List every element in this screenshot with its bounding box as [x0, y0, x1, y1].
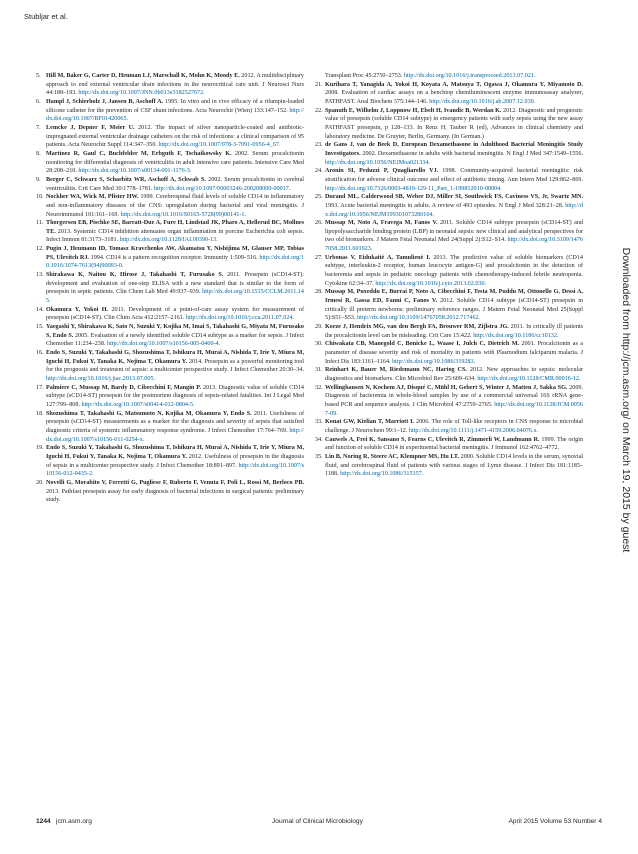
reference-citation: 1995. In vitro and in vivo efficacy of a rifampin-loaded silicone catheter for the prevention of CSF shunt infections. Acta Neurochir (Wien) 133:147–152.: [46, 98, 304, 114]
reference-authors: Novelli G, Morabito V, Ferretti G, Pugliese F, Ruberto F, Venuta F, Poli L, Rossi M, Berloco PB.: [46, 479, 304, 486]
reference-number: 19.: [36, 445, 44, 452]
reference-doi-link[interactable]: http://dx.doi.org/10.1186/cc10132.: [473, 332, 559, 339]
reference-item: [36, 444, 304, 479]
reference-doi-link[interactable]: http://dx.doi.org/10.1007/s00134-001-1176-3.: [78, 168, 192, 175]
reference-citation: 2000. Soluble CD14 levels in the serum, synovial fluid, and cerebrospinal fluid of patients with various stages of Lyme disease. J Infect Dis 181:1185–1188.: [325, 453, 584, 478]
reference-item: [315, 340, 583, 366]
reference-doi-link[interactable]: http://dx.doi.org/10.1086/319283.: [392, 358, 476, 365]
reference-doi-link[interactable]: http://dx.doi.org/10.1128/CMR.00016-12.: [477, 375, 581, 382]
reference-citation: 2013. The predictive value of soluble biomarkers (CD14 subtype, interleukin-2 receptor, human leucocyte antigen-G) and procalcitonin in the detection of bacteremia and sepsis in pediatric oncology patients with chemotherapy-induced febrile neutropenia. Cytokine 62:34–37.: [325, 254, 583, 287]
reference-authors: Berger C, Schwarz S, Schaebitz WR, Aschoff A, Schwab S.: [46, 176, 206, 183]
reference-doi-link[interactable]: http://dx.doi.org/10.1007/978-3-7091-0956-4_67.: [158, 142, 281, 149]
reference-doi-link[interactable]: http://dx.doi.org/10.1007/s10156-011-0254-x.: [46, 427, 304, 443]
reference-column-right: [315, 72, 583, 479]
reference-citation: 2013. Systemic CD14 inhibition attenuates organ inflammation in porcine Escherichia coli sepsis. Infect Immun 81:3173–3181.: [46, 228, 304, 244]
reference-citation: 2013. Pathfast presepsin assay for early diagnosis of bacterial infections in surgical patients: preliminary study.: [46, 488, 304, 504]
reference-item: [36, 98, 304, 124]
reference-doi-link[interactable]: http://dx.doi.org/10.7326/0003-4819-129-11_Part_1-199812010-00004.: [325, 185, 502, 192]
reference-authors: Endo S, Suzuki Y, Takahashi G, Shozushima T, Ishikura H, Murai A, Nishida T, Irie Y, Miura M, Iguchi H, Fukui Y, Tanaka K, Nojima T, Okamura Y.: [46, 445, 304, 460]
reference-number: 13.: [36, 272, 44, 279]
reference-number: 7.: [36, 124, 41, 131]
reference-doi-link[interactable]: http://dx.doi.org/10.1016/j.cyto.2013.02.030.: [375, 280, 487, 287]
reference-citation: 2011. Usefulness of presepsin (sCD14-ST) measurements as a marker for the diagnosis and severity of sepsis that satisfied diagnostic criteria of systemic inflammatory response syndrome. J Infect Chemother 17:764–769.: [46, 410, 304, 434]
reference-number: 11.: [36, 220, 44, 227]
reference-number: 28.: [315, 289, 323, 296]
reference-item: [315, 193, 583, 219]
reference-authors: Reinhart K, Bauer M, Riedemann NC, Hartog CS.: [325, 367, 467, 374]
reference-authors: Lemcke J, Depner F, Meier U.: [46, 124, 135, 131]
reference-authors: Nockher WA, Wick M, Pfister HW.: [46, 194, 139, 201]
reference-number: 20.: [36, 479, 44, 486]
reference-item: [36, 193, 304, 219]
reference-authors: Shirakawa K, Naitou K, Hirose J, Takahashi T, Furusako S.: [46, 272, 224, 279]
reference-item: [315, 141, 583, 167]
reference-doi-link[interactable]: http://dx.doi.org/10.1056/NEJMoa021334.: [325, 159, 430, 166]
reference-number: 21.: [315, 81, 323, 88]
reference-doi-link[interactable]: http://dx.doi.org/10.1097/00003246-200208000-00017.: [153, 185, 291, 192]
running-head: Stubljar et al.: [24, 12, 68, 21]
reference-citation: 2011. In critically ill patients the procalcitonin level can be misleading. Crit Care 15:422.: [325, 324, 584, 339]
reference-citation: 1999. Cerebrospinal fluid levels of soluble CD14 in inflammatory and non-inflammatory diseases of the CNS: upregulation during bacterial and viral meningitis. J Neuroimmunol 101:161–169.: [46, 194, 304, 218]
reference-doi-link[interactable]: http://dx.doi.org/10.1097/JNN.0b013e3182527672.: [78, 90, 205, 97]
reference-number: 22.: [315, 107, 323, 114]
reference-doi-link[interactable]: http://dx.doi.org/10.1056/NEJM199301073280104.: [325, 202, 583, 218]
reference-doi-link[interactable]: http://dx.doi.org/10.1128/IAI.00390-13.: [119, 237, 218, 244]
reference-number: 23.: [315, 142, 323, 149]
issue-info: April 2015 Volume 53 Number 4: [508, 818, 602, 825]
reference-citation: 2002. Serum procalcitonin in cerebral ventriculitis. Crit Care Med 30:1778–1781.: [46, 176, 304, 192]
journal-site-link[interactable]: jcm.asm.org: [56, 818, 92, 825]
reference-number: 34.: [315, 436, 323, 443]
reference-number: 5.: [36, 73, 41, 79]
reference-citation: 2001. Procalcitonin as a parameter of disease severity and risk of mortality in patients with Plasmodium falciparum malaria. J Infect Dis 183:1161–1164.: [325, 341, 583, 365]
reference-citation: 2012. Soluble CD14 subtype (sCD14-ST) presepsin in critically ill preterm newborns: preliminary reference ranges. J Matern Fetal Neonatal Med 25(Suppl 5):S51–S53.: [325, 298, 583, 322]
reference-doi-link[interactable]: http://dx.doi.org/10.1016/j.transproceed.2013.07.021.: [403, 73, 536, 79]
reference-number: 25.: [315, 194, 323, 201]
reference-citation: 2012. The impact of silver nanoparticle-coated and antibiotic-impregnated external ventricular drainage catheters on the risk of infections: a clinical comparison of 95 patients. Acta Neurochir Suppl 114:347–350.: [46, 124, 304, 149]
reference-item: [315, 453, 583, 479]
reference-citation: 2002. Serum procalcitonin monitoring for differential diagnosis of ventriculitis in adult intensive care patients. Intensive Care Med 28:208–210.: [46, 150, 304, 175]
reference-authors: Wellinghausen N, Kochem AJ, Disqué C, Mühl H, Gebert S, Winter J, Matten J, Sakka SG.: [325, 384, 568, 391]
reference-item: [315, 288, 583, 323]
reference-item: [36, 219, 304, 245]
reference-authors: Urbonas V, Eidukaitė A, Tamulienė I.: [325, 254, 431, 261]
reference-doi-link[interactable]: http://dx.doi.org/10.1016/j.jiac.2013.07.005.: [46, 375, 156, 382]
reference-item: [36, 323, 304, 349]
page-footer: [36, 818, 602, 830]
reference-authors: Thorgersen EB, Pischke SE, Barratt-Due A, Fure H, Lindstad JK, Pharo A, Hellerud BC, Mollnes TE.: [46, 220, 304, 235]
reference-item: [36, 271, 304, 306]
reference-authors: Durand ML, Calderwood SB, Weber DJ, Miller SI, Southwick FS, Caviness VS, Jr, Swartz MN.: [325, 194, 583, 201]
reference-number: 24.: [315, 168, 323, 175]
reference-authors: Shozushima T, Takahashi G, Matsumoto N, Kojika M, Okamura Y, Endo S.: [46, 410, 252, 417]
reference-citation: 1994. CD14 is a pattern recognition receptor. Immunity 1:509–516.: [88, 254, 258, 261]
reference-citation: 2014. Presepsin as a powerful monitoring tool for the prognosis and treatment of sepsis: a multicenter prospective study. J Infect Chemother 20:30–34.: [46, 358, 304, 374]
reference-authors: Okamura Y, Yokoi H.: [46, 306, 109, 313]
reference-authors: Kurihara T, Yanagida A, Yokoi H, Koyata A, Matsuya T, Ogawa J, Okamura Y, Miyamoto D.: [325, 81, 583, 88]
reference-citation: 2002. Dexamethasone in adults with bacterial meningitis. N Engl J Med 347:1549–1556.: [360, 150, 583, 157]
reference-item: [315, 418, 583, 435]
reference-item: [36, 245, 304, 271]
reference-item: [36, 176, 304, 193]
reference-item: [36, 349, 304, 384]
reference-item: [36, 306, 304, 323]
reference-authors: Cauwels A, Frei K, Sansano S, Fearns C, Ulevitch R, Zimmerli W, Landmann R.: [325, 436, 540, 443]
reference-number: 16.: [36, 350, 44, 356]
reference-number: 33.: [315, 419, 323, 426]
reference-doi-link[interactable]: http://dx.doi.org/10.1007/BF01420065.: [46, 107, 305, 123]
reference-doi-link[interactable]: http://dx.doi.org/10.1016/j.cca.2011.07.024.: [185, 315, 295, 322]
reference-doi-link[interactable]: http://dx.doi.org/10.1016/j.ab.2007.12.030.: [429, 98, 536, 105]
journal-name: Journal of Clinical Microbiology: [272, 818, 363, 825]
reference-item: [315, 436, 583, 453]
reference-citation: 1998. Community-acquired bacterial meningitis: risk stratification for adverse clinical outcome and effect of antibiotic timing. Ann Intern Med 129:862–869.: [325, 168, 583, 183]
reference-item: [36, 124, 304, 150]
reference-authors: de Gans J, van de Beek D, European Dexamethasone in Adulthood Bacterial Meningitis Study Investigators.: [325, 142, 583, 157]
reference-citation: 2011. Soluble CD14 subtype presepsin (sCD14-ST) and lipopolysaccharide binding protein (LBP) in neonatal sepsis: new clinical and analytical perspectives for two old biomarkers. J Matern Fetal Neonatal Med 24(Suppl 2):S12–S14.: [325, 220, 583, 244]
reference-item: [315, 384, 583, 419]
reference-citation: 2005. Evaluation of a newly identified soluble CD14 subtype as a marker for sepsis. J Infect Chemother 11:234–238.: [46, 332, 304, 348]
reference-number: 29.: [315, 324, 323, 331]
reference-item: [36, 150, 304, 176]
reference-authors: Aronin SI, Peduzzi P, Quagliarello VJ.: [325, 168, 439, 175]
reference-number: 18.: [36, 410, 44, 417]
reference-number: 31.: [315, 367, 323, 374]
reference-citation: 1993. Acute bacterial meningitis in adults. A review of 493 episodes. N Engl J Med 328:21–28.: [325, 202, 564, 209]
reference-citation: 2012. Diagnostic and prognostic value of presepsin (soluble CD14 subtype) in emergency patients with early sepsis using the new assay PATHFAST presepsin, p 128–133. In Renz H, Tauber R (ed), Advances in clinical chemistry and laboratory medicine. De Gruyter, Berlin, Germany. (In German.): [325, 107, 583, 140]
reference-citation: 2012. A multidisciplinary approach to end external ventricular drain infections in the neurocritical care unit. J Neurosci Nurs 44:188–193.: [46, 73, 304, 97]
reference-authors: Palmiere C, Mussap M, Bardy D, Cibecchini F, Mangin P.: [46, 384, 202, 391]
reference-authors: Lin B, Noring R, Steere AC, Klempner MS, Hu LT.: [325, 453, 460, 460]
reference-citation: 2011. Development of a point-of-care assay system for measurement of presepsin (sCD14-ST). Clin Chim Acta 412:2157–2161.: [46, 306, 305, 322]
reference-item: [315, 254, 583, 289]
reference-doi-link[interactable]: http://dx.doi.org/10.1007/s00414-012-0804-5.: [81, 401, 195, 408]
reference-doi-link[interactable]: http://dx.doi.org/10.1111/j.1471-4159.2006.04076.x.: [408, 427, 539, 434]
reference-citation: 2012. Usefulness of presepsin in the diagnosis of sepsis in a multicenter prospective study. J Infect Chemother 18:891–897.: [46, 453, 304, 469]
download-notice: Downloaded from http://jcm.asm.org/ on March 19, 2015 by guest: [620, 247, 632, 553]
reference-number: 30.: [315, 341, 323, 348]
reference-doi-link[interactable]: http://dx.doi.org/10.1086/315357.: [340, 471, 424, 478]
reference-authors: Endo S, Suzuki Y, Takahashi G, Shozushima T, Ishikura H, Murai A, Nishida T, Irie Y, Miura M, Iguchi H, Fukui Y, Tanaka K, Nojima T, Okamura Y.: [46, 350, 304, 365]
reference-citation: 1999. The origin and function of soluble CD14 in experimental bacterial meningitis. J Immunol 162:4762–4772.: [325, 436, 584, 452]
reference-authors: Hampl J, Schierholz J, Jansen B, Aschoff A.: [46, 98, 164, 105]
reference-number: 8.: [36, 150, 41, 157]
reference-number: 27.: [315, 254, 323, 261]
reference-authors: Mussap M, Puxeddu E, Burrai P, Noto A, Cibecchini F, Testa M, Puddu M, Ottonello G, Dessì A, Irmesi R, Gassa ED, Fanni C, Fanos V.: [325, 289, 583, 305]
reference-citation: 2008. Evaluation of cardiac assays on a benchtop chemiluminescent enzyme immunoassay analyzer, PATHFAST. Anal Biochem 375:144–146.: [325, 90, 583, 105]
reference-citation: 2012. New approaches to sepsis: molecular diagnostics and biomarkers. Clin Microbiol Rev 25:609–634.: [325, 367, 584, 382]
reference-number: 9.: [36, 176, 41, 183]
page-number: 1244: [36, 818, 51, 825]
reference-number: 15.: [36, 324, 44, 331]
reference-column-left: [36, 72, 304, 505]
reference-citation: 2009. Diagnosis of bacteremia in whole-blood samples by use of a commercial universal 16S rRNA gene-based PCR and sequence analysis. J Clin Microbiol 47:2759–2765.: [325, 384, 584, 408]
reference-number: 12.: [36, 246, 44, 253]
reference-item: [36, 384, 304, 410]
reference-number: 35.: [315, 453, 323, 460]
reference-authors: Yaegashi Y, Shirakawa K, Sato N, Suzuki Y, Kojika M, Imai S, Takahashi G, Miyata M, Furusako S, Endo S.: [46, 324, 304, 339]
reference-item: [36, 479, 304, 505]
reference-doi-link[interactable]: http://dx.doi.org/10.3109/14767058.2012.717462.: [357, 315, 481, 322]
reference-authors: Koeze J, Hendrix MG, van den Bergh FA, Brouwer RM, Zijlstra JG.: [325, 324, 509, 331]
reference-number: 6.: [36, 98, 41, 105]
reference-item: [315, 107, 583, 142]
reference-item: [36, 410, 304, 445]
reference-item: [315, 323, 583, 340]
reference-authors: Chiwakata CB, Manegold C, Bonicke L, Waase I, Julch C, Dietrich M.: [325, 341, 520, 348]
reference-doi-link[interactable]: http://dx.doi.org/10.1007/s10156-005-0400-4.: [107, 341, 221, 348]
reference-doi-link[interactable]: http://dx.doi.org/10.1016/1074-7613(94)90093-0.: [46, 254, 304, 270]
reference-doi-link[interactable]: http://dx.doi.org/10.1016/S0165-5728(99)00141-1.: [120, 211, 246, 218]
reference-doi-link[interactable]: http://dx.doi.org/10.1515/CCLM.2011.145.: [46, 289, 304, 305]
reference-number: 10.: [36, 194, 44, 201]
reference-authors: Konat GW, Kielian T, Marriott I.: [325, 419, 415, 426]
reference-doi-link[interactable]: http://dx.doi.org/10.1128/JCM.00567-09.: [325, 401, 583, 417]
reference-authors: Hill M, Baker G, Carter D, Henman LJ, Marschall K, Mohn K, Moody E.: [46, 73, 240, 79]
reference-citation: 2013. Diagnostic value of soluble CD14 subtype (sCD14-ST) presepsin for the postmortem diagnosis of sepsis-related fatalities. Int J Legal Med 127:799–808.: [46, 384, 304, 408]
reference-authors: Mussap M, Noto A, Fravega M, Fanos V.: [325, 220, 438, 227]
reference-number: 17.: [36, 384, 44, 391]
reference-item: [315, 366, 583, 383]
reference-item: [315, 81, 583, 107]
reference-number: 26.: [315, 220, 323, 227]
reference-item: [315, 72, 583, 81]
reference-authors: Martínez R, Gaul C, Buchfelder M, Erbguth F, Tschaikowsky K.: [46, 150, 232, 157]
reference-number: 32.: [315, 384, 323, 391]
reference-doi-link[interactable]: http://dx.doi.org/10.1007/s10156-012-0435-2.: [46, 462, 304, 478]
reference-citation: 2006. The role of Toll-like receptors in CNS response to microbial challenge. J Neurochem 99:1–12.: [325, 419, 584, 434]
reference-number: 14.: [36, 306, 44, 313]
reference-citation: 2011. Presepsin (sCD14-ST): development and evaluation of one-step ELISA with a new standard that is similar to the form of presepsin in septic patients. Clin Chem Lab Med 49:937–939.: [46, 272, 304, 296]
reference-citation: Transplant Proc 45:2750–2753.: [325, 73, 403, 79]
reference-item: [315, 219, 583, 254]
reference-item: [315, 167, 583, 193]
reference-item: [36, 72, 304, 98]
reference-authors: Spanuth E, Wilhelm J, Loppnow H, Ebelt H, Ivandic B, Werdan K.: [325, 107, 502, 114]
reference-doi-link[interactable]: http://dx.doi.org/10.3109/14767058.2011.601923.: [325, 237, 583, 253]
reference-authors: Pugin J, Heumann ID, Tomasz Kravchenko AW, Akamatsu Y, Nishijima M, Glauser MP, Tobias PS, Ulevitch RJ.: [46, 246, 304, 261]
